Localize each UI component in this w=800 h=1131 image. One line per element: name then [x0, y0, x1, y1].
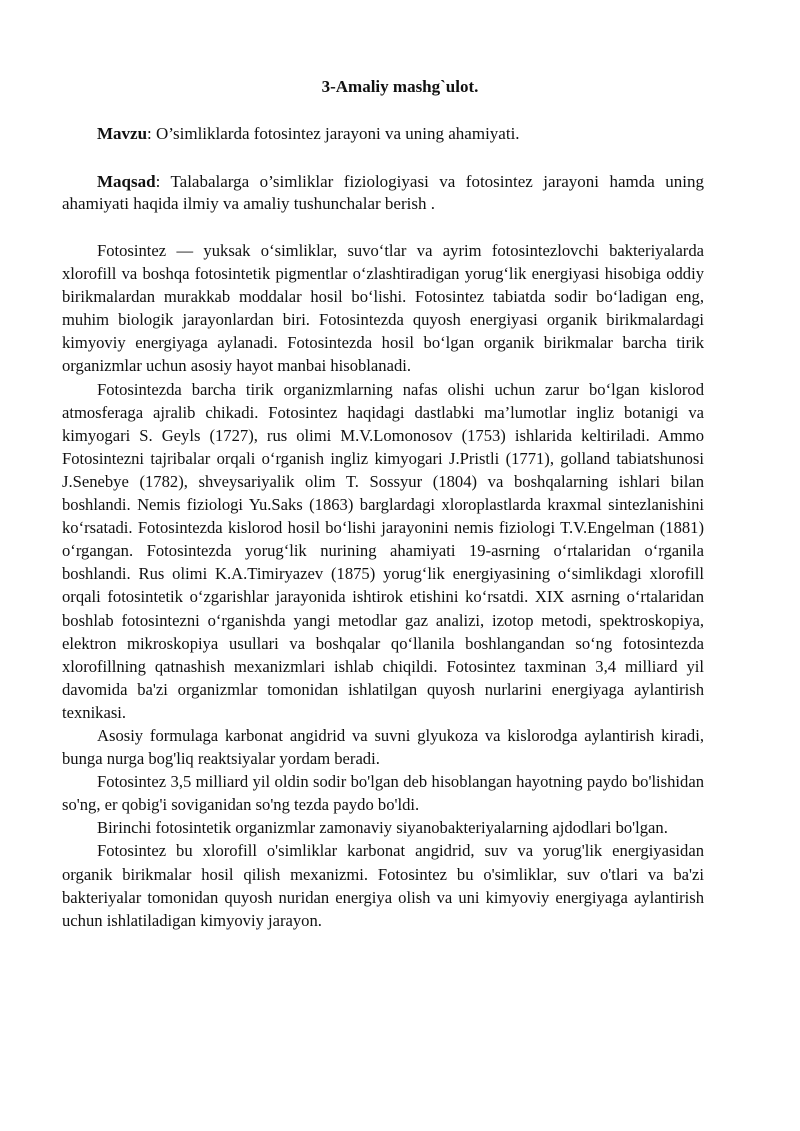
goal-line — [62, 171, 704, 215]
paragraph-6: Fotosintez bu xlorofill o'simliklar karbonat angidrid, suv va yorug'lik energiyasidan organik birikmalar hosil qilish mexanizmi. Fotosintez bu o'simliklar, suv o'tlari va ba'zi bakteriyalar tomonidan quyosh nuridan energiya olish va uni kimyoviy energiyaga aylantirish uchun ishlatiladigan kimyoviy jarayon. — [62, 841, 704, 930]
paragraph-2: Fotosintezda barcha tirik organizmlarning nafas olishi uchun zarur bo‘lgan kislorod atmosferaga ajralib chikadi. Fotosintez haqidagi dastlabki ma’lumotlar ingliz botanigi va kimyogari S. Geyls (1727), rus olimi M.V.Lomonosov (1753) ishlarida keltiriladi. Ammo Fotosintezni tajribalar orqali o‘rganish ingliz kimyogari J.Pristli (1771), golland tabiatshunosi J.Senebye (1782), shveysariyalik olim T. Sossyur (1804) va boshqalarning ishlari bilan boshlandi. Nemis fiziologi Yu.Saks (1863) barglardagi xloroplastlarda kraxmal sintezlanishini ko‘rsatadi. Fotosintezda kislorod hosil bo‘lishi jarayonini nemis fiziologi T.V.Engelman (1881) o‘rgangan. Fotosintezda yorug‘lik nurining ahamiyati 19-asrning o‘rtalaridan o‘rganila boshlandi. Rus olimi K.A.Timiryazev (1875) yorug‘lik energiyasining o‘simlikdagi xlorofill orqali fotosintetik o‘zgarishlar jarayonida ishtirok etishini ko‘rsatdi. XIX asrning o‘rtalaridan boshlab fotosintezni o‘rganishda yangi metodlar gaz analizi, izotop metodi, spektroskopiya, elektron mikroskopiya usullari va boshqalar qo‘llanila boshlangandan so‘ng fotosintezda xlorofillning qatnashish mexanizmlari ishlab chiqildi. Fotosintez taxminan 3,4 milliard yil davomida ba'zi organizmlar tomonidan ishlatilgan quyosh nurlarini energiyaga aylantirish texnikasi. — [62, 379, 704, 722]
paragraph-4: Fotosintez 3,5 milliard yil oldin sodir bo'lgan deb hisoblangan hayotning paydo bo'lishidan so'ng, er qobig'i soviganidan so'ng tezda paydo bo'ldi. — [62, 772, 704, 815]
goal-label: Maqsad — [97, 172, 156, 191]
goal-text: : Talabalarga o’simliklar fiziologiyasi va fotosintez jarayoni hamda uning ahamiyati haqida ilmiy va amaliy tushunchalar berish . — [62, 172, 704, 213]
topic-text: : O’simliklarda fotosintez jarayoni va uning ahamiyati. — [147, 124, 520, 143]
topic-label: Mavzu — [97, 124, 148, 143]
body-text — [62, 239, 704, 932]
goal-block — [62, 171, 704, 215]
page-title: 3-Amaliy mashg`ulot. — [321, 77, 479, 96]
paragraph-1: Fotosintez — yuksak o‘simliklar, suvo‘tlar va ayrim fotosintezlovchi bakteriyalarda xlorofill va boshqa fotosintetik pigmentlar o‘zlashtiradigan yorug‘lik energiyasi hisobiga oddiy birikmalardan murakkab moddalar hosil bo‘lishi. Fotosintez tabiatda sodir bo‘ladigan eng, muhim biologik jarayonlardan biri. Fotosintezda quyosh energiyasi organik birikmalardagi kimyoviy energiyaga aylanadi. Fotosintezda hosil bo‘lgan organik birikmalar barcha tirik organizmlar uchun asosiy hayot manbai hisoblanadi. — [62, 241, 704, 376]
paragraph-5: Birinchi fotosintetik organizmlar zamonaviy siyanobakteriyalarning ajdodlari bo'lgan. — [97, 818, 668, 838]
topic-line — [97, 123, 520, 145]
paragraph-3: Asosiy formulaga karbonat angidrid va suvni glyukoza va kislorodga aylantirish kiradi, bunga nurga bog'liq reaktsiyalar yordam beradi. — [62, 725, 704, 769]
